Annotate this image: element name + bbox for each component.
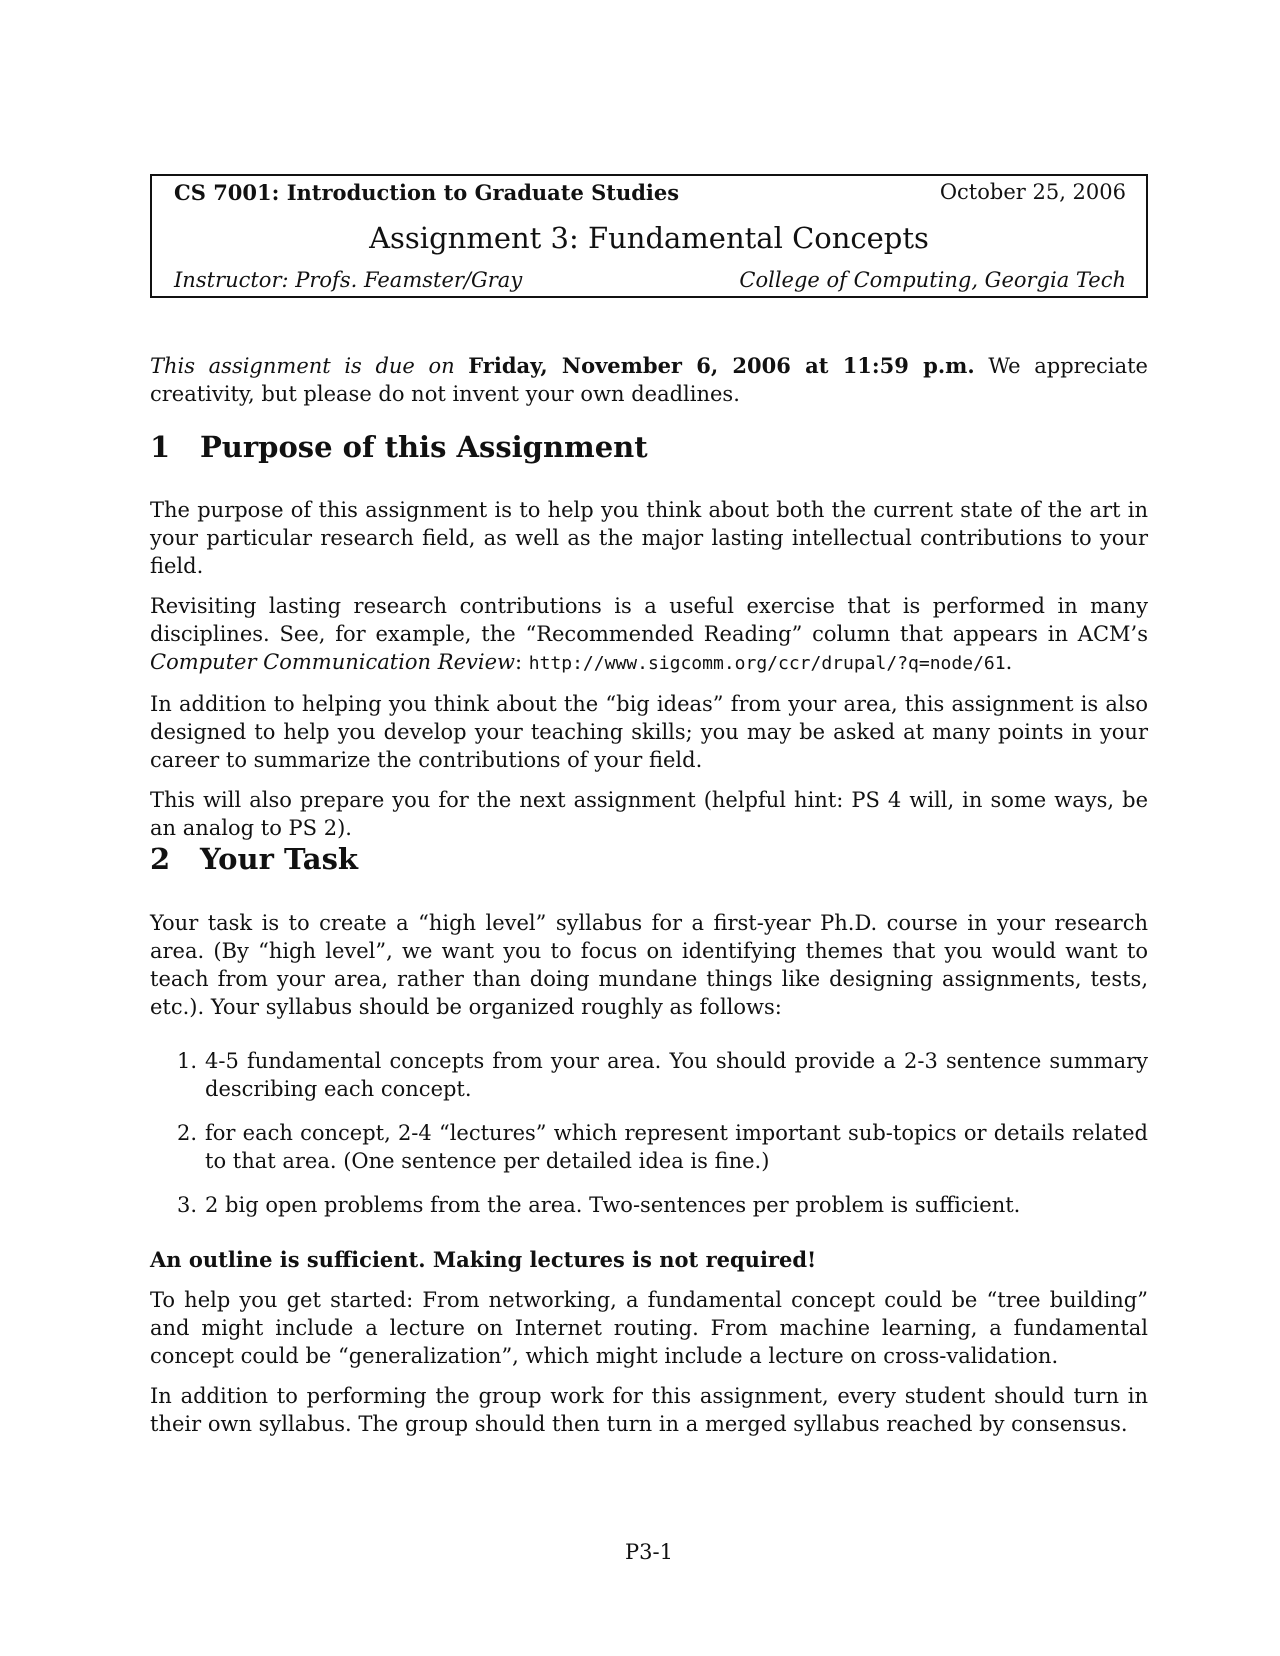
course-title: CS 7001: Introduction to Graduate Studies <box>174 180 680 205</box>
list-item-number: 2. <box>177 1121 198 1145</box>
section-1-paragraph-4: This will also prepare you for the next assignment (helpful hint: PS 4 will, in some ways, be an analog to PS 2). <box>150 788 1148 840</box>
section-2-title: Your Task <box>200 842 358 876</box>
list-item-text: 4-5 fundamental concepts from your area. You should provide a 2-3 sentence summary describing each concept. <box>205 1049 1148 1101</box>
section-1-heading <box>150 430 648 464</box>
due-suffix: We appreciate creativity, but please do not invent your own deadlines. <box>150 354 1148 406</box>
due-deadline: Friday, November 6, 2006 at 11:59 p.m. <box>468 353 975 378</box>
document-page <box>150 174 1148 1564</box>
page-number: P3-1 <box>625 1540 673 1564</box>
assignment-title: Assignment 3: Fundamental Concepts <box>369 221 929 255</box>
journal-name: Computer Communication Review <box>150 650 515 674</box>
institution-line: College of Computing, Georgia Tech <box>739 268 1126 292</box>
list-item-text: 2 big open problems from the area. Two-sentences per problem is sufficient. <box>205 1193 1021 1217</box>
section-1-number: 1 <box>150 430 171 464</box>
section-2-number: 2 <box>150 842 171 876</box>
section-2-paragraph-3: In addition to performing the group work for this assignment, every student should turn in their own syllabus. The group should then turn in a merged syllabus reached by consensus. <box>150 1384 1148 1436</box>
section-2-body <box>150 909 1148 1021</box>
list-item <box>150 1119 1148 1175</box>
section-1-paragraph-3: In addition to helping you think about the “big ideas” from your area, this assignment is also designed to help you develop your teaching skills; you may be asked at many points in your career to summarize the contributions of your field. <box>150 692 1148 772</box>
section-1-paragraph-2 <box>150 592 1148 678</box>
instructor-line: Instructor: Profs. Feamster/Gray <box>174 268 523 292</box>
list-item <box>150 1191 1148 1219</box>
list-item-text: for each concept, 2-4 “lectures” which represent important sub-topics or details related to that area. (One sentence per detailed idea is fine.) <box>205 1121 1148 1173</box>
section-1-paragraph-1: The purpose of this assignment is to help you think about both the current state of the art in your particular research field, as well as the major lasting intellectual contributions to your field. <box>150 498 1148 578</box>
section-2-closing <box>150 1286 1148 1438</box>
p2-colon: : <box>514 650 523 674</box>
p2-text: Revisiting lasting research contributions is a useful exercise that is performed in many disciplines. See, for example, the “Recommended Reading” column that appears in ACM’s <box>150 594 1148 646</box>
list-item-number: 3. <box>177 1193 198 1217</box>
list-item <box>150 1047 1148 1103</box>
list-item-number: 1. <box>177 1049 198 1073</box>
p2-end: . <box>1005 650 1013 674</box>
emphasis-line: An outline is sufficient. Making lectures is not required! <box>150 1247 817 1272</box>
section-2-heading <box>150 842 358 876</box>
header-box <box>150 174 1148 298</box>
section-1-body <box>150 496 1148 842</box>
due-paragraph <box>150 352 1148 408</box>
recommended-reading-link[interactable]: http://www.sigcomm.org/ccr/drupal/?q=node/61 <box>528 653 1006 674</box>
due-prefix: This assignment is due on <box>150 354 455 378</box>
section-1-title: Purpose of this Assignment <box>200 430 648 464</box>
assignment-date: October 25, 2006 <box>939 180 1126 204</box>
syllabus-outline-list <box>150 1047 1148 1235</box>
section-2-paragraph-1: Your task is to create a “high level” syllabus for a first-year Ph.D. course in your research area. (By “high level”, we want you to focus on identifying themes that you would want to teach from your area, rather than doing mundane things like designing assignments, tests, etc.). Your syllabus should be organized roughly as follows: <box>150 911 1148 1019</box>
section-2-paragraph-2: To help you get started: From networking, a fundamental concept could be “tree building” and might include a lecture on Internet routing. From machine learning, a fundamental concept could be “generalization”, which might include a lecture on cross-validation. <box>150 1288 1148 1368</box>
